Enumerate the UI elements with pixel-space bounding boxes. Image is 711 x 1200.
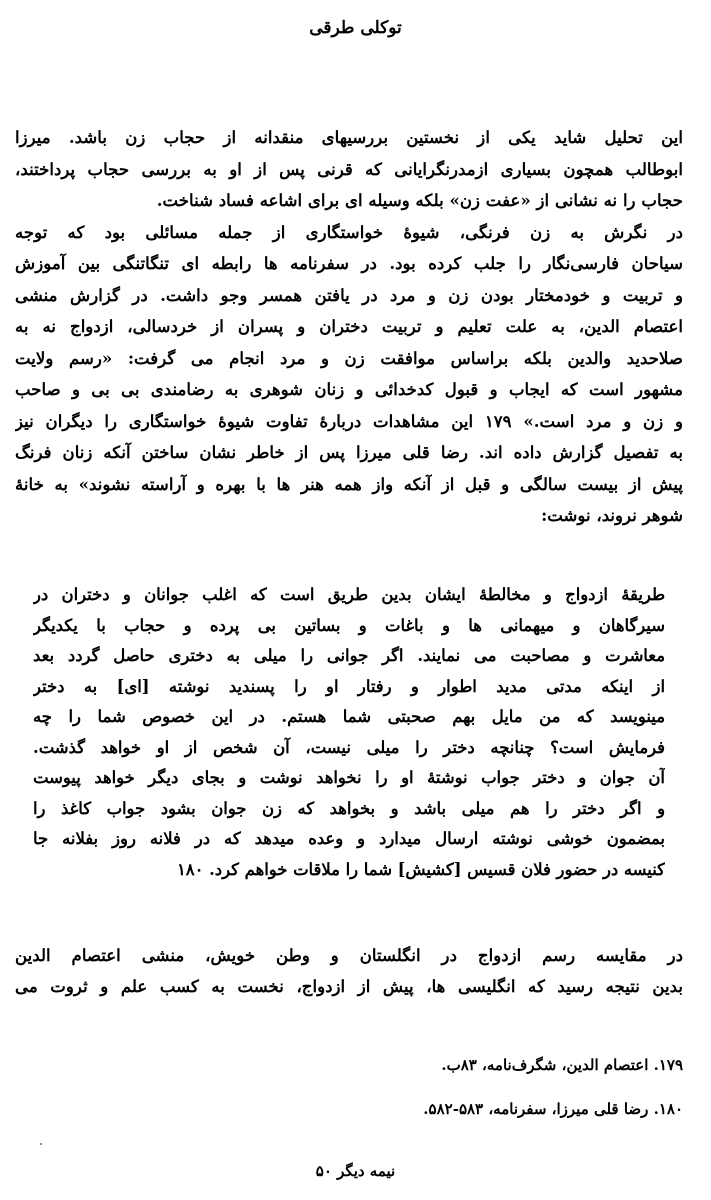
quote-line: معاشرت و مصاحبت می نمایند. اگر جوانی را میلی به دختری حاصل گردد بعد: [33, 646, 665, 665]
text-line: صلاحدید والدین بلکه براساس موافقت زن و مرد انجام می گرفت: «رسم ولایت: [15, 347, 683, 368]
scan-speck: [40, 1143, 42, 1145]
quote-line: مینویسد که من مایل بهم صحبتی شما هستم. در این خصوص شما را چه: [33, 707, 665, 726]
text-line: و زن و مرد است.» ۱۷۹ این مشاهدات دربارهٔ تفاوت شیوهٔ خواستگاری را دیگران نیز: [15, 410, 683, 431]
footnote-180: ۱۸۰. رضا قلی میرزا، سفرنامه، ۵۸۳-۵۸۲.: [423, 1100, 683, 1118]
quote-line: کنیسه در حضور فلان قسیس [کشیش] شما را ملاقات خواهم کرد. ۱۸۰: [176, 859, 665, 879]
text-line: سیاحان فارسی‌نگار را جلب کرده بود. در سفرنامه ها رابطه ای تنگاتنگی بین آموزش: [15, 253, 683, 273]
footnote-179: ۱۷۹. اعتصام الدین، شگرف‌نامه، ۸۳ب.: [441, 1056, 683, 1074]
quote-line: طریقهٔ ازدواج و مخالطهٔ ایشان بدین طریق است که اغلب جوانان و دختران در: [33, 585, 665, 604]
text-line: به تفصیل گزارش داده اند. رضا قلی میرزا پس از خاطر نشان ساختن آنکه زنان فرنگ: [15, 442, 683, 462]
quote-line: سیرگاهان و میهمانی ها و باغات و بساتین بی پرده و حجاب با یکدیگر: [33, 615, 665, 635]
paragraph-1: [15, 122, 683, 532]
text-line: اعتصام الدین، به علت تعلیم و تربیت دختران و پسران از خردسالی، ازدواج نه به: [15, 316, 683, 336]
page-footer: نیمه دیگر ۵۰: [315, 1162, 396, 1180]
text-line: بدین نتیجه رسید که انگلیسی ها، پیش از ازدواج، نخست به کسب علم و ثروت می: [15, 976, 683, 996]
quote-line: فرمایش است؟ چنانچه دختر را میلی نیست، آن شخص از او خواهد گذشت.: [33, 737, 665, 757]
text-line: در نگرش به زن فرنگی، شیوهٔ خواستگاری از جمله مسائلی بود که توجه: [15, 221, 683, 242]
quote-line: از اینکه مدتی مدید اطوار و رفتار او را پسندید نوشته [ای] به دختر: [33, 676, 665, 696]
quote-line: آن جوان و دختر جواب نوشتهٔ او را نخواهد نوشت و بجای دیگر خواهد پیوست: [33, 768, 665, 787]
text-line: این تحلیل شاید یکی از نخستین بررسیهای منقدانه از حجاب زن باشد. میرزا: [15, 127, 683, 147]
quote-line: و اگر دختر را هم میلی باشد و بخواهد که زن جوان بشود جواب کاغذ را: [33, 798, 665, 818]
quote-line: بمضمون خوشی نوشته ارسال میدارد و وعده میدهد که در فلانه روز بفلانه جا: [33, 829, 665, 848]
text-line: ابوطالب همچون بسیاری ازمدرنگرایانی که قرنی پس از او به بررسی حجاب پرداختند،: [15, 158, 683, 179]
paragraph-3: [15, 940, 683, 1002]
text-line: و تربیت و خودمختار بودن زن و مرد در یافتن همسر وجو داشت. در گزارش منشی: [15, 284, 683, 305]
text-line: حجاب را نه نشانی از «عفت زن» بلکه وسیله ای برای اشاعه فساد شناخت.: [156, 190, 683, 210]
running-header: توکلی طرقی: [309, 18, 402, 38]
text-line: پیش از بیست سالگی و قبل از آنکه واز همه هنر ها با بهره و آراسته نشوند» به خانهٔ: [15, 473, 683, 494]
block-quote: [33, 580, 665, 885]
text-line: شوهر نروند، نوشت:: [541, 505, 683, 525]
text-line: مشهور است که ایجاب و قبول کدخدائی و زنان شوهری به رضامندی بی بی و صاحب: [15, 379, 683, 399]
text-line: در مقایسه رسم ازدواج در انگلستان و وطن خویش، منشی اعتصام الدین: [15, 945, 683, 965]
